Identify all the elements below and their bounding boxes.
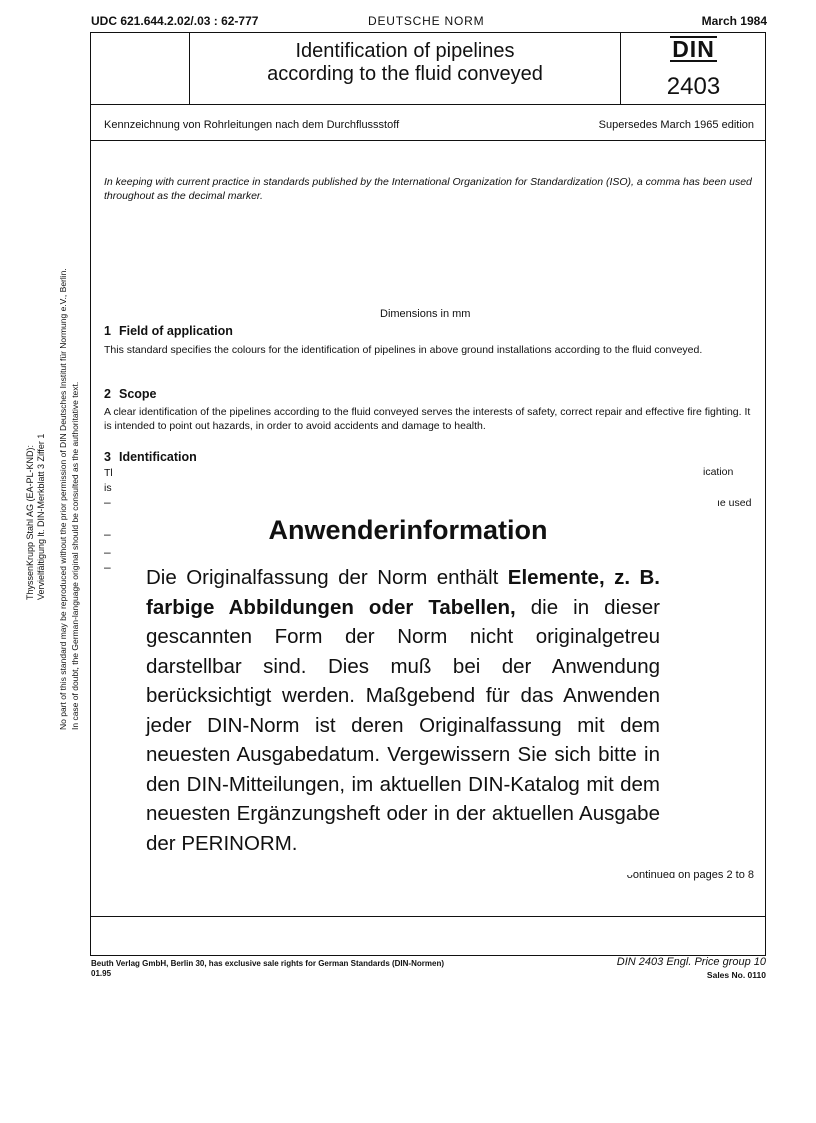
notice-body bbox=[146, 563, 660, 858]
supersedes-note: Supersedes March 1965 edition bbox=[598, 119, 754, 131]
section-1-text: This standard specifies the colours for the identification of pipelines in above ground installations according to the fluid conveyed. bbox=[104, 344, 703, 356]
license-line-1: ThyssenKrupp Stahl AG (EA-PL-KND): bbox=[25, 444, 35, 600]
notice-text-start: Die Originalfassung der Norm enthält bbox=[146, 566, 508, 589]
footer-divider bbox=[90, 916, 766, 917]
publisher-rights: Beuth Verlag GmbH, Berlin 30, has exclusive sale rights for German Standards (DIN-Normen) bbox=[91, 959, 444, 968]
din-number: 2403 bbox=[666, 73, 721, 100]
copyright-notice-line-2: In case of doubt, the German-language original should be consulted as the authoritative text. bbox=[70, 381, 80, 730]
notice-text-bold: Elemente, z. B. farbige Abbildungen oder Tabellen, bbox=[146, 566, 661, 619]
fragment-line-2-end: ıe used bbox=[717, 497, 752, 509]
section-1-heading bbox=[104, 324, 233, 338]
title-line-1: Identification of pipelines bbox=[295, 40, 515, 62]
fragment-line-1-end: ication bbox=[703, 466, 734, 478]
section-2-text: A clear identification of the pipelines according to the fluid conveyed serves the interests of safety, correct repair and effective fire fighting. It is intended to point out hazards, in order to avoid accidents and damage to health. bbox=[104, 406, 751, 432]
section-1-number: 1 bbox=[104, 324, 111, 338]
section-1-title: Field of application bbox=[119, 324, 233, 338]
license-line-2: Vervielfältigung lt. DIN-Merkblatt 3 Ziffer 1 bbox=[36, 433, 46, 600]
top-meta-line bbox=[91, 14, 767, 30]
section-2-heading bbox=[104, 387, 157, 401]
document-title bbox=[190, 40, 620, 86]
section-2-number: 2 bbox=[104, 387, 111, 401]
section-3-heading bbox=[104, 450, 197, 464]
udc-code: UDC 621.644.2.02/.03 : 62-777 bbox=[91, 14, 259, 28]
title-line-2: according to the fluid conveyed bbox=[267, 63, 543, 85]
din-logo bbox=[621, 36, 766, 62]
notice-text-end: die in dieser gescannten Form der Norm nicht originalgetreu darstellbar sind. Dies muß bei der Anwendung berücksichtigt werden. Maßgebend für das Anwenden jeder DIN-Norm ist deren Originalfassung mit dem neuesten Ausgabedatum. Vergewissern Sie sich bitte in den DIN-Mitteilungen, im aktuellen DIN-Katalog mit dem neuesten Ergänzungsheft oder in der aktuellen Ausgabe der PERINORM. bbox=[146, 595, 661, 855]
subtitle-divider bbox=[90, 140, 766, 141]
dimensions-note: Dimensions in mm bbox=[380, 308, 471, 320]
list-dash: – bbox=[104, 560, 111, 574]
notice-title: Anwenderinformation bbox=[268, 515, 548, 545]
continued-note: ᴗontinueɑ on pages 2 to 8 bbox=[626, 869, 754, 881]
section-3-number: 3 bbox=[104, 450, 111, 464]
standard-label: DEUTSCHE NORM bbox=[368, 14, 485, 28]
section-2-title: Scope bbox=[119, 387, 157, 401]
copyright-notice-line-1: No part of this standard may be reproduced without the prior permission of DIN Deutsches Institut für Normung e.V., Berlin. bbox=[58, 268, 68, 730]
list-dash: – bbox=[104, 545, 111, 559]
fragment-line-1-start: Tl bbox=[104, 467, 113, 479]
publication-date: March 1984 bbox=[701, 14, 767, 28]
list-dash: – bbox=[104, 495, 111, 509]
standard-reference: DIN 2403 Engl. Price group 10 bbox=[616, 956, 766, 968]
list-dash: – bbox=[104, 527, 111, 541]
decimal-marker-note: In keeping with current practice in standards published by the International Organization for Standardization (ISO), a comma has been used throughout as the decimal marker. bbox=[104, 176, 752, 202]
section-3-title: Identification bbox=[119, 450, 197, 464]
german-title: Kennzeichnung von Rohrleitungen nach dem Durchflussstoff bbox=[104, 119, 400, 131]
fragment-line-2-start: is bbox=[104, 482, 112, 494]
sales-number: Sales No. 0110 bbox=[706, 970, 766, 980]
edition-code: 01.95 bbox=[91, 969, 112, 978]
din-logo-mark: DIN bbox=[672, 36, 715, 62]
